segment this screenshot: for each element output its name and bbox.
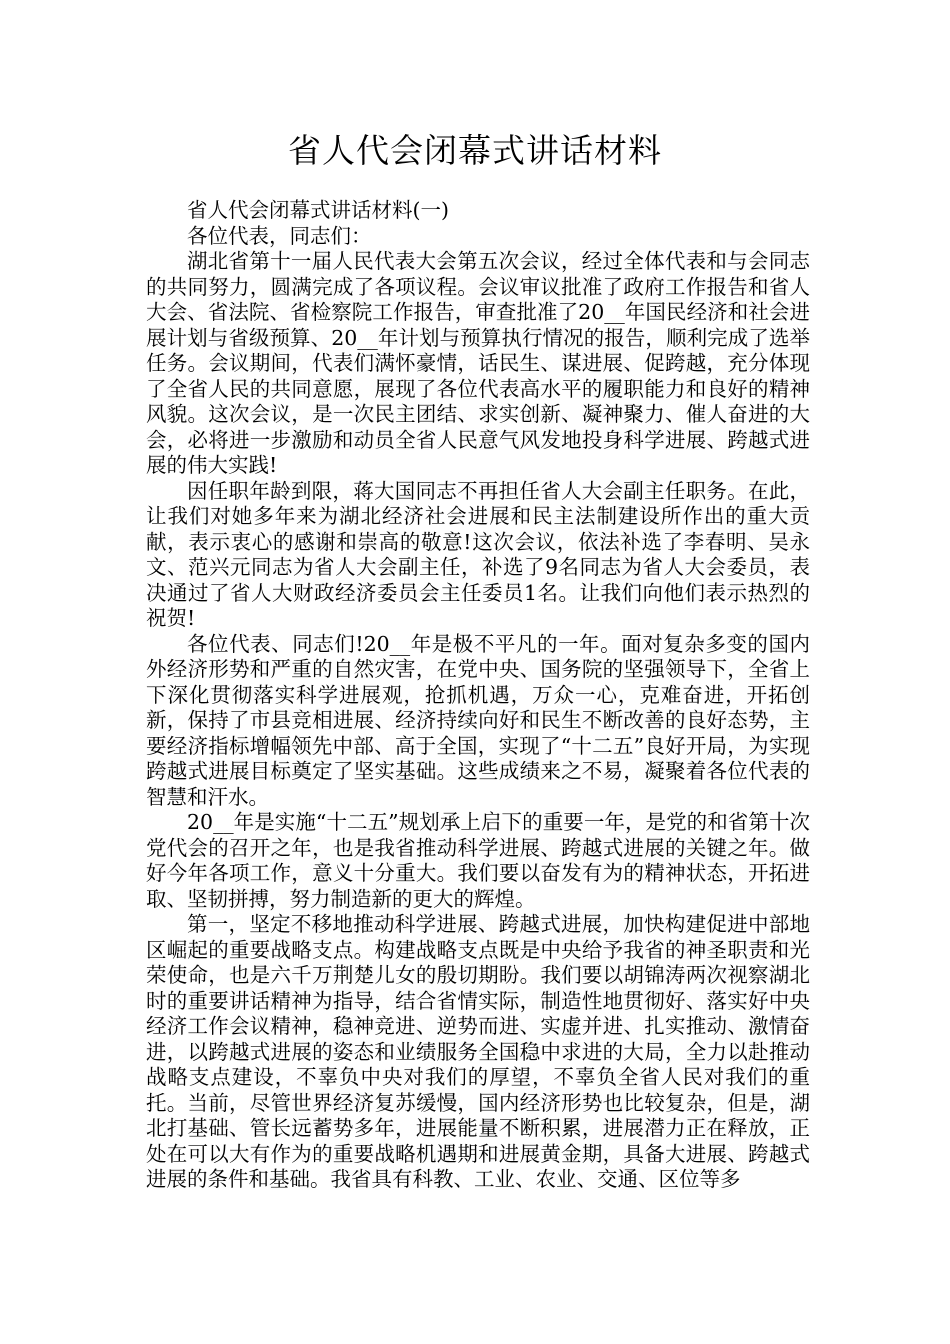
document-subtitle: 省人代会闭幕式讲话材料(一) bbox=[187, 198, 449, 222]
salutation: 各位代表，同志们： bbox=[187, 223, 372, 248]
document-body bbox=[146, 198, 810, 1193]
document-title: 省人代会闭幕式讲话材料 bbox=[288, 131, 662, 170]
paragraph: 20__年是实施“十二五”规划承上启下的重要一年，是党的和省第十次党代会的召开之年，也是我省推动科学进展、跨越式进展的关键之年。做好今年各项工作，意义十分重大。我们要以奋发有为的精神状态，开拓进取、坚韧拼搏，努力制造新的更大的辉煌。 bbox=[146, 810, 810, 911]
paragraph: 各位代表、同志们!20__年是极不平凡的一年。面对复杂多变的国内外经济形势和严重的自然灾害，在党中央、国务院的坚强领导下，全省上下深化贯彻落实科学进展观，抢抓机遇，万众一心，克难奋进，开拓创新，保持了市县竞相进展、经济持续向好和民生不断改善的良好态势，主要经济指标增幅领先中部、高于全国，实现了“十二五”良好开局，为实现跨越式进展目标奠定了坚实基础。这些成绩来之不易，凝聚着各位代表的智慧和汗水。 bbox=[146, 631, 810, 809]
paragraph: 因任职年龄到限，蒋大国同志不再担任省人大会副主任职务。在此，让我们对她多年来为湖北经济社会进展和民主法制建设所作出的重大贡献，表示衷心的感谢和崇高的敬意!这次会议，依法补选了李春明、吴永文、范兴元同志为省人大会副主任，补选了9名同志为省人大会委员，表决通过了省人大财政经济委员会主任委员1名。让我们向他们表示热烈的祝贺! bbox=[146, 478, 810, 630]
paragraph: 湖北省第十一届人民代表大会第五次会议，经过全体代表和与会同志的共同努力，圆满完成了各项议程。会议审议批准了政府工作报告和省人大会、省法院、省检察院工作报告，审查批准了20__年国民经济和社会进展计划与省级预算、20__年计划与预算执行情况的报告，顺利完成了选举任务。会议期间，代表们满怀豪情，话民生、谋进展、促跨越，充分体现了全省人民的共同意愿，展现了各位代表高水平的履职能力和良好的精神风貌。这次会议，是一次民主团结、求实创新、凝神聚力、催人奋进的大会，必将进一步激励和动员全省人民意气风发地投身科学进展、跨越式进展的伟大实践! bbox=[146, 249, 810, 477]
paragraph: 第一，坚定不移地推动科学进展、跨越式进展，加快构建促进中部地区崛起的重要战略支点。构建战略支点既是中央给予我省的神圣职责和光荣使命，也是六千万荆楚儿女的殷切期盼。我们要以胡锦涛两次视察湖北时的重要讲话精神为指导，结合省情实际，制造性地贯彻好、落实好中央经济工作会议精神，稳神竞进、逆势而进、实虚并进、扎实推动、激情奋进，以跨越式进展的姿态和业绩服务全国稳中求进的大局，全力以赴推动战略支点建设，不辜负中央对我们的厚望，不辜负全省人民对我们的重托。当前，尽管世界经济复苏缓慢，国内经济形势也比较复杂，但是，湖北打基础、管长远蓄势多年，进展能量不断积累，进展潜力正在释放，正处在可以大有作为的重要战略机遇期和进展黄金期，具备大进展、跨越式进展的条件和基础。我省具有科教、工业、农业、交通、区位等多 bbox=[146, 912, 810, 1191]
